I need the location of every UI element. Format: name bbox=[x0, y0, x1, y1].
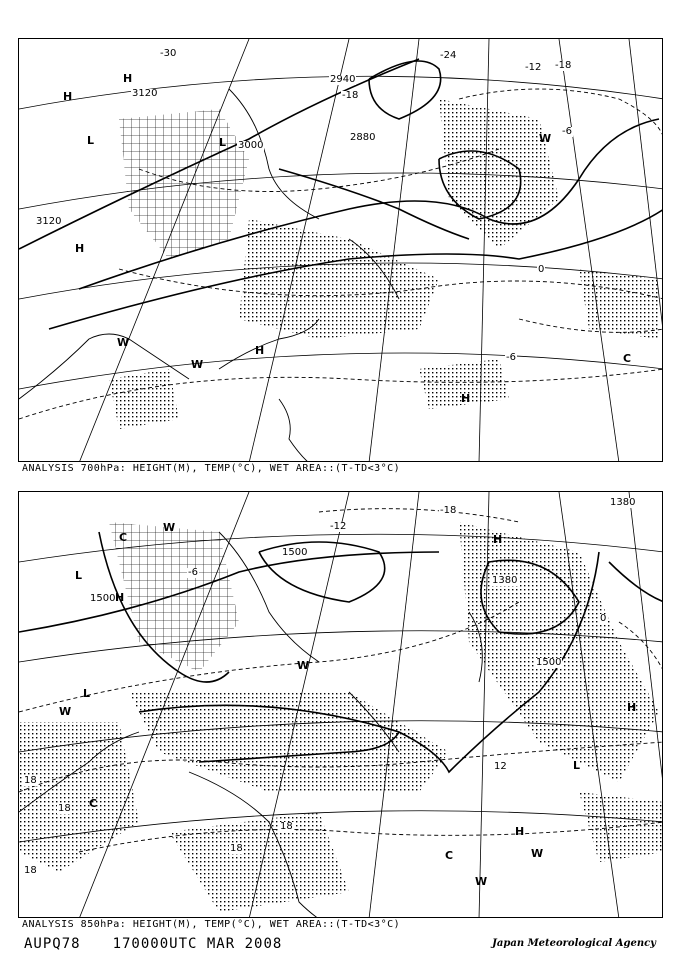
wet-area bbox=[459, 522, 659, 782]
pressure-center-label: H bbox=[461, 392, 471, 405]
contour-label: 3120 bbox=[36, 216, 62, 227]
contour-label: 1500 bbox=[282, 547, 308, 558]
pressure-center-label: H bbox=[627, 701, 637, 714]
pressure-center-label: C bbox=[445, 849, 454, 862]
pressure-center-label: W bbox=[475, 875, 488, 888]
contour-label: 0 bbox=[538, 264, 545, 275]
wet-area bbox=[109, 369, 179, 429]
contour-label: -24 bbox=[440, 50, 457, 61]
pressure-center-label: L bbox=[573, 759, 581, 772]
pressure-center-label: L bbox=[83, 687, 91, 700]
contour-label: 2880 bbox=[350, 132, 376, 143]
chart-caption-850hpa: ANALYSIS 850hPa: HEIGHT(M), TEMP(°C), WET AREA::(T-TD<3°C) bbox=[22, 919, 401, 930]
pressure-center-label: W bbox=[117, 336, 130, 349]
pressure-center-label: W bbox=[163, 521, 176, 534]
contour-label: -12 bbox=[330, 521, 347, 532]
pressure-center-label: C bbox=[623, 352, 632, 365]
map-850hpa bbox=[19, 492, 663, 918]
contour-label: -12 bbox=[525, 62, 542, 73]
contour-label: 1380 bbox=[610, 497, 636, 508]
wet-area bbox=[19, 722, 139, 872]
chart-panel-850hpa bbox=[18, 491, 663, 918]
wet-area bbox=[119, 109, 249, 259]
contour-label: 18 bbox=[58, 803, 71, 814]
contour-label: 3000 bbox=[238, 140, 264, 151]
pressure-center-label: H bbox=[115, 591, 125, 604]
pressure-center-label: H bbox=[75, 242, 85, 255]
contour-label: 1500 bbox=[90, 593, 116, 604]
wet-area bbox=[239, 219, 439, 339]
pressure-center-label: C bbox=[89, 797, 98, 810]
pressure-center-label: L bbox=[87, 134, 95, 147]
contour-label: -6 bbox=[506, 352, 516, 363]
contour-label: -30 bbox=[160, 48, 177, 59]
valid-time: 170000UTC MAR 2008 bbox=[112, 936, 283, 952]
contour-label: 2940 bbox=[330, 74, 356, 85]
contour-label: 18 bbox=[280, 821, 293, 832]
pressure-center-label: L bbox=[219, 136, 227, 149]
pressure-center-label: W bbox=[297, 659, 310, 672]
pressure-center-label: H bbox=[493, 533, 503, 546]
contour-label: 18 bbox=[24, 865, 37, 876]
map-700hpa bbox=[19, 39, 663, 462]
pressure-center-label: W bbox=[539, 132, 552, 145]
contour-label: 18 bbox=[230, 843, 243, 854]
wet-area bbox=[579, 792, 663, 862]
bulletin-header bbox=[24, 936, 314, 952]
contour-label: 18 bbox=[24, 775, 37, 786]
pressure-center-label: H bbox=[515, 825, 525, 838]
contour-label: -18 bbox=[342, 90, 359, 101]
pressure-center-label: H bbox=[123, 72, 133, 85]
chart-caption-700hpa: ANALYSIS 700hPa: HEIGHT(M), TEMP(°C), WET AREA::(T-TD<3°C) bbox=[22, 463, 401, 474]
pressure-center-label: H bbox=[255, 344, 265, 357]
pressure-center-label: L bbox=[75, 569, 83, 582]
contour-label: 1380 bbox=[492, 575, 518, 586]
wet-area bbox=[169, 812, 349, 912]
contour-label: 1500 bbox=[536, 657, 562, 668]
chart-panel-700hpa bbox=[18, 38, 663, 462]
bulletin-id: AUPQ78 bbox=[24, 936, 81, 952]
pressure-center-label: W bbox=[59, 705, 72, 718]
contour-label: 3120 bbox=[132, 88, 158, 99]
pressure-center-label: H bbox=[63, 90, 73, 103]
pressure-center-label: C bbox=[119, 531, 128, 544]
contour-label: -18 bbox=[555, 60, 572, 71]
contour-label: 0 bbox=[600, 613, 607, 624]
wet-area bbox=[579, 269, 659, 339]
pressure-center-label: W bbox=[531, 847, 544, 860]
contour-label: 12 bbox=[494, 761, 507, 772]
wet-area bbox=[109, 522, 239, 672]
pressure-center-label: W bbox=[191, 358, 204, 371]
contour-label: -18 bbox=[440, 505, 457, 516]
contour-label: -6 bbox=[188, 567, 198, 578]
agency-name: Japan Meteorological Agency bbox=[492, 938, 656, 949]
contour-label: -6 bbox=[562, 126, 572, 137]
